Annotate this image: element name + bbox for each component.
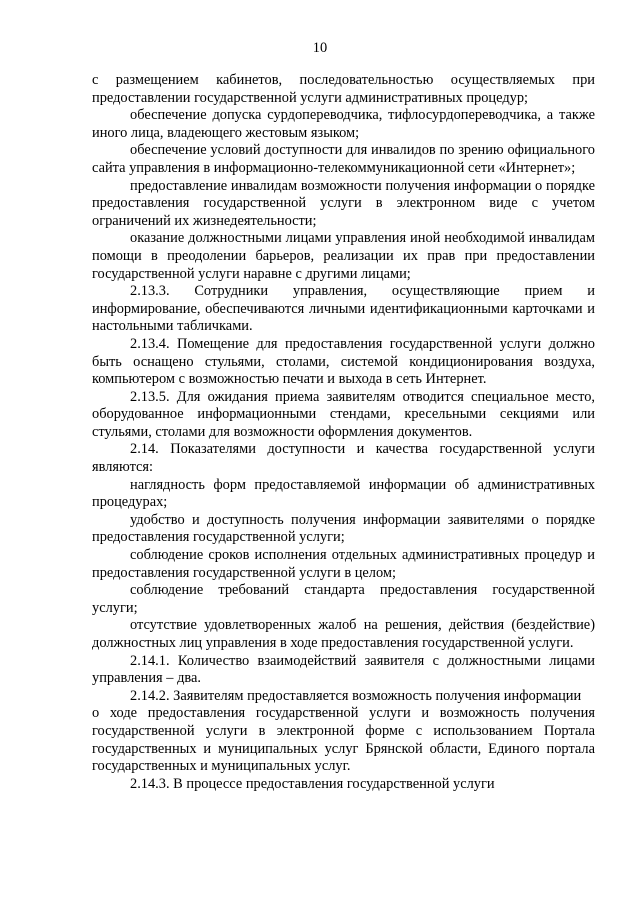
paragraph: соблюдение сроков исполнения отдельных административных процедур и предоставления государственной услуги в целом; bbox=[92, 547, 595, 581]
paragraph-2-13-3: 2.13.3. Сотрудники управления, осуществляющие прием и информирование, обеспечиваются личными идентификационными карточками и настольными табличками. bbox=[92, 283, 595, 335]
paragraph: обеспечение условий доступности для инвалидов по зрению официального сайта управления в информационно-телекоммуникационной сети «Интернет»; bbox=[92, 142, 595, 176]
paragraph-2-13-5: 2.13.5. Для ожидания приема заявителям отводится специальное место, оборудованное информационными стендами, кресельными секциями или стульями, столами для возможности оформления документов. bbox=[92, 388, 595, 440]
paragraph: с размещением кабинетов, последовательностью осуществляемых при предоставлении государственной услуги административных процедур; bbox=[92, 72, 595, 106]
paragraph: наглядность форм предоставляемой информации об административных процедурах; bbox=[92, 476, 595, 511]
document-body bbox=[92, 72, 595, 793]
paragraph: удобство и доступность получения информации заявителями о порядке предоставления государственной услуги; bbox=[92, 511, 595, 546]
paragraph: соблюдение требований стандарта предоставления государственной услуги; bbox=[92, 582, 595, 616]
page-number: 10 bbox=[312, 40, 328, 56]
paragraph-2-13-4: 2.13.4. Помещение для предоставления государственной услуги должно быть оснащено стульями, столами, системой кондиционирования воздуха, компьютером с возможностью печати и выхода в сеть Интернет. bbox=[92, 335, 595, 388]
paragraph: отсутствие удовлетворенных жалоб на решения, действия (бездействие) должностных лиц управления в ходе предоставления государственной услуги. bbox=[92, 617, 595, 651]
paragraph: оказание должностными лицами управления иной необходимой инвалидам помощи в преодолении барьеров, реализации их прав при предоставлении государственной услуги наравне с другими лицами; bbox=[92, 230, 595, 282]
paragraph-2-14-2: 2.14.2. Заявителям предоставляется возможность получения информации bbox=[130, 687, 582, 704]
paragraph-2-14-3: 2.14.3. В процессе предоставления государственной услуги bbox=[130, 775, 495, 792]
paragraph-2-14-1: 2.14.1. Количество взаимодействий заявителя с должностными лицами управления – два. bbox=[92, 652, 595, 687]
paragraph: предоставление инвалидам возможности получения информации о порядке предоставления государственной услуги в электронном виде с учетом ограничений их жизнедеятельности; bbox=[92, 177, 595, 229]
paragraph: о ходе предоставления государственной услуги и возможность получения государственной услуги в электронной форме с использованием Портала государственных и муниципальных услуг Брянской области, Единого портала государственных и муниципальных услуг. bbox=[92, 705, 595, 775]
paragraph: обеспечение допуска сурдопереводчика, тифлосурдопереводчика, а также иного лица, владеющего жестовым языком; bbox=[92, 107, 595, 141]
paragraph-2-14: 2.14. Показателями доступности и качества государственной услуги являются: bbox=[92, 441, 595, 476]
